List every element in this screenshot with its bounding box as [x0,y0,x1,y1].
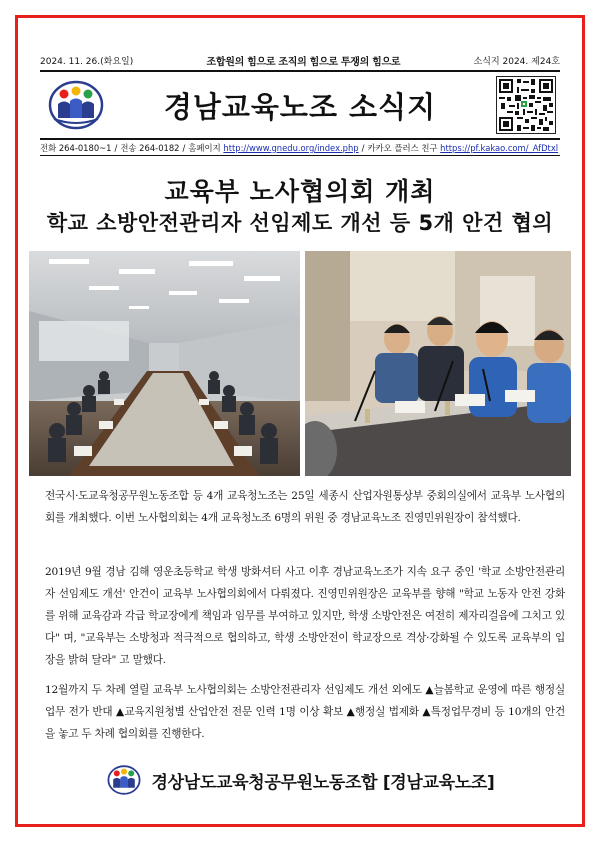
homepage-link[interactable]: http://www.gnedu.org/index.php [223,142,359,153]
meeting-photo-closeup [305,251,571,476]
union-logo-icon [46,78,106,132]
union-logo-icon [106,763,142,797]
top-meta-line [40,52,560,68]
newsletter-title: 경남교육노조 소식지 [163,89,437,124]
article-paragraph: 전국시·도교육청공무원노동조합 등 4개 교육청노조는 25일 세종시 산업자원통상부 중회의실에서 교육부 노사협의회를 개최했다. 이번 노사협의회는 4개 교육청노조 6명의 위원 중 경남교육노조 진영민위원장이 참석했다. [45,490,565,524]
kakao-label: 카카오 플러스 친구 [367,142,438,153]
article-paragraph: 2019년 9월 경남 김해 영운초등학교 학생 방화셔터 사고 이후 경남교육노조가 지속 요구 중인 '학교 소방안전관리자 선임제도 개선' 안건이 교육부 노사협의회에서 다뤄졌다. 진영민위원장은 교육부를 향해 "학교 노동자 안전 강화를 위해 교육감과 각급 학교장에게 책임과 임무를 부여하고 있지만, 학생 소방안전은 여전히 제자리걸음에 그치고 있다" 며, "교육부는 소방청과 적극적으로 협의하고, 학생 소방안전이 학교장으로 격상·강화될 수 있도록 교육부의 입장을 밝혀 달라" 고 말했다. [45,566,565,666]
article-subheadline: 학교 소방안전관리자 선임제도 개선 등 5개 안건 협의 [46,211,554,235]
phone-number: 전화 264-0180~1 [40,142,112,153]
article-paragraph: 12월까지 두 차례 열릴 교육부 노사협의회는 소방안전관리자 선임제도 개선 외에도 ▲늘봄학교 운영에 따른 행정실 업무 전가 반대 ▲교육지원청별 산업안전 전문 인력 1명 이상 확보 ▲행정실 법제화 ▲특정업무경비 등 10개의 안건을 놓고 두 차례 협의회를 진행한다. [45,684,565,740]
issue-date: 2024. 11. 26.(화요일) [40,56,134,67]
contact-line: 전화 264-0180~1 / 전송 264-0182 / 홈페이지 http://www.gnedu.org/index.php / 카카오 플러스 친구 https://pf.kakao.com/_AfDtxl [40,140,560,156]
masthead [40,70,560,140]
fax-number: 전송 264-0182 [120,142,180,153]
qr-code-icon[interactable] [496,76,556,134]
footer [40,760,560,800]
organization-name: 경상남도교육청공무원노동조합 [경남교육노조] [151,772,495,793]
kakao-link[interactable]: https://pf.kakao.com/_AfDtxl [440,142,559,153]
slogan: 조합원의 힘으로 조직의 힘으로 투쟁의 힘으로 [206,56,401,68]
homepage-label: 홈페이지 [188,142,221,153]
article-headline: 교육부 노사협의회 개최 [164,177,436,206]
issue-number: 소식지 2024. 제24호 [473,56,560,67]
meeting-photo-wide [29,251,300,476]
